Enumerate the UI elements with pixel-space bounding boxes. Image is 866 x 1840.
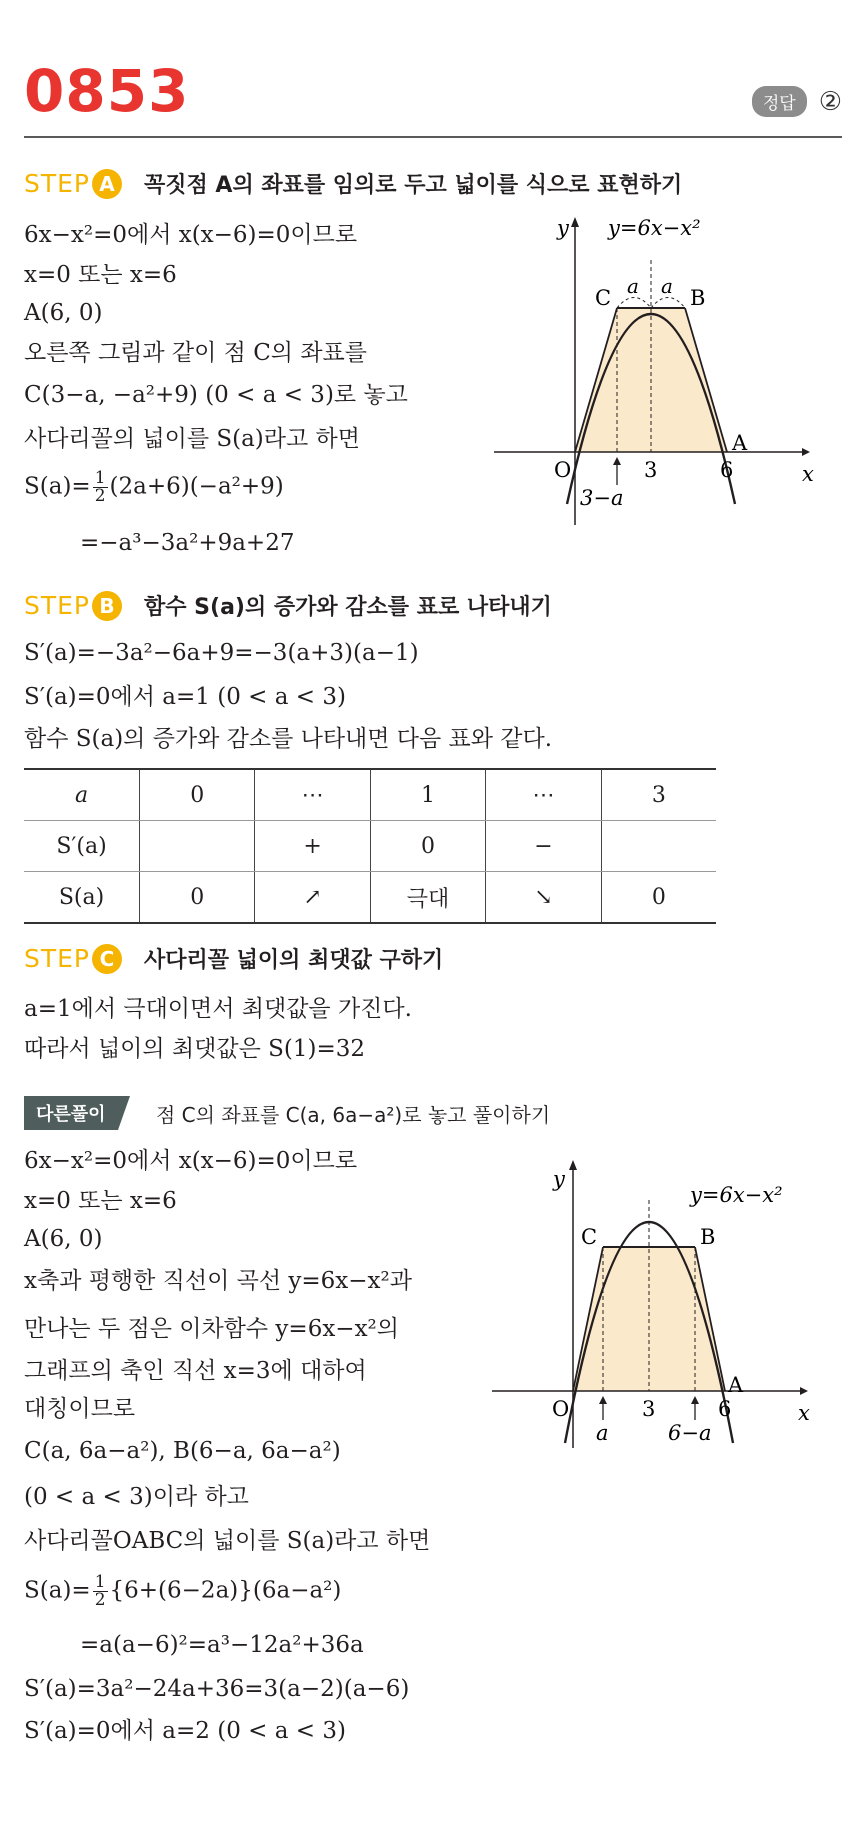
step-a-line: C(3−a, −a²+9) (0 < a < 3)로 놓고 — [24, 382, 408, 408]
table-cell: ⋯ — [255, 770, 370, 821]
a-right-label: a — [661, 274, 673, 298]
alt-line: 6x−x²=0에서 x(x−6)=0이므로 — [24, 1148, 358, 1174]
origin-label: O — [554, 458, 572, 482]
arc-right — [651, 298, 685, 309]
fraction-half — [93, 470, 108, 505]
parabola-graph-2 — [478, 1148, 818, 1458]
tick-3: 3 — [642, 1397, 656, 1421]
curve-label: y=6x−x² — [608, 216, 701, 240]
x-axis-arrow — [802, 448, 810, 456]
step-a-line: x=0 또는 x=6 — [24, 262, 177, 288]
frac-den: 2 — [94, 1590, 106, 1610]
alt-badge-tail — [118, 1096, 130, 1130]
point-b-label: B — [690, 286, 706, 310]
table-cell — [601, 821, 716, 872]
alt-badge-label: 다른풀이 — [24, 1096, 118, 1130]
y-label: y — [557, 216, 569, 240]
y-label: y — [553, 1167, 565, 1191]
x-label: x — [802, 462, 814, 486]
step-c-line: a=1에서 극대이면서 최댓값을 가진다. — [24, 996, 412, 1022]
table-cell: 0 — [140, 770, 255, 821]
step-b-line: S′(a)=0에서 a=1 (0 < a < 3) — [24, 684, 346, 710]
table-cell: ↗ — [255, 872, 370, 924]
a-left-label: a — [627, 274, 639, 298]
table-cell: ↘ — [486, 872, 601, 924]
origin-label: O — [552, 1397, 570, 1421]
formula-rhs: {6+(6−2a)}(6a−a²) — [109, 1577, 342, 1604]
table-cell: 1 — [370, 770, 485, 821]
step-b-line: 함수 S(a)의 증가와 감소를 나타내면 다음 표와 같다. — [24, 726, 553, 752]
table-cell: − — [486, 821, 601, 872]
step-a-title: 꼭짓점 A의 좌표를 임의로 두고 넓이를 식으로 표현하기 — [144, 173, 683, 198]
y-axis-arrow — [571, 217, 579, 227]
point-a-label: A — [728, 1373, 744, 1397]
table-row — [24, 770, 716, 821]
point-c-label: C — [581, 1225, 598, 1249]
x-axis-arrow — [800, 1387, 808, 1395]
alt-formula-4: S′(a)=0에서 a=2 (0 < a < 3) — [24, 1718, 346, 1744]
step-b-line: S′(a)=−3a²−6a+9=−3(a+3)(a−1) — [24, 640, 419, 666]
step-c-letter: C — [92, 944, 122, 974]
table-cell: 극대 — [370, 872, 485, 924]
curve-label: y=6x−x² — [690, 1183, 783, 1207]
table-cell: S(a) — [24, 872, 140, 924]
step-a-line: 오른쪽 그림과 같이 점 C의 좌표를 — [24, 340, 367, 366]
step-a-formula-2: =−a³−3a²+9a+27 — [80, 530, 295, 556]
frac-num: 1 — [94, 1572, 106, 1592]
tick-6: 6 — [718, 1397, 732, 1421]
header-divider — [24, 136, 842, 138]
table-cell: 0 — [370, 821, 485, 872]
table-cell: 0 — [140, 872, 255, 924]
frac-den: 2 — [94, 486, 106, 506]
step-word: STEP — [24, 591, 91, 620]
alt-line: (0 < a < 3)이라 하고 — [24, 1484, 249, 1510]
step-word: STEP — [24, 169, 91, 198]
arrow-6-a-label: 6−a — [668, 1421, 712, 1445]
fraction-half — [93, 1574, 108, 1609]
step-b-heading — [24, 590, 552, 621]
table-cell — [140, 821, 255, 872]
answer-badge: 정답 — [752, 86, 807, 117]
point-a-label: A — [732, 431, 748, 455]
tick-6: 6 — [720, 458, 734, 482]
alt-line: 만나는 두 점은 이차함수 y=6x−x²의 — [24, 1316, 399, 1342]
step-b-letter: B — [92, 591, 122, 621]
increase-decrease-table — [24, 770, 716, 924]
table-row — [24, 821, 716, 872]
y-axis-arrow — [569, 1160, 577, 1170]
arrow-head-6a — [691, 1396, 699, 1404]
answer-value: ② — [818, 86, 842, 117]
alt-formula-2: =a(a−6)²=a³−12a²+36a — [80, 1632, 364, 1658]
alt-line: 대칭이므로 — [24, 1396, 136, 1422]
alt-line: 그래프의 축인 직선 x=3에 대하여 — [24, 1358, 367, 1384]
step-a-line: 6x−x²=0에서 x(x−6)=0이므로 — [24, 222, 358, 248]
table-cell: a — [24, 770, 140, 821]
arrow-head-a — [599, 1396, 607, 1404]
formula-rhs: (2a+6)(−a²+9) — [109, 473, 284, 500]
alt-title: 점 C의 좌표를 C(a, 6a−a²)로 놓고 풀이하기 — [156, 1103, 551, 1127]
step-a-heading — [24, 168, 682, 199]
alt-line: A(6, 0) — [24, 1226, 103, 1252]
step-a-letter: A — [92, 169, 122, 199]
parabola-graph-1 — [480, 205, 820, 535]
arrow-3-a-label: 3−a — [580, 486, 624, 510]
table-cell: S′(a) — [24, 821, 140, 872]
table-cell: + — [255, 821, 370, 872]
table-cell: 3 — [601, 770, 716, 821]
step-c-heading — [24, 943, 443, 974]
step-a-formula — [24, 470, 284, 505]
table-row — [24, 872, 716, 924]
step-c-title: 사다리꼴 넓이의 최댓값 구하기 — [144, 948, 444, 973]
table-cell: 0 — [601, 872, 716, 924]
point-c-label: C — [595, 286, 612, 310]
step-c-line: 따라서 넓이의 최댓값은 S(1)=32 — [24, 1036, 365, 1062]
alt-solution-badge — [24, 1096, 130, 1130]
alt-formula — [24, 1574, 341, 1609]
step-word: STEP — [24, 944, 91, 973]
table-cell: ⋯ — [486, 770, 601, 821]
arrow-a-label: a — [596, 1421, 609, 1445]
step-a-line: 사다리꼴의 넓이를 S(a)라고 하면 — [24, 426, 360, 452]
alt-line: C(a, 6a−a²), B(6−a, 6a−a²) — [24, 1438, 341, 1464]
alt-line: x축과 평행한 직선이 곡선 y=6x−x²과 — [24, 1268, 412, 1294]
alt-line: x=0 또는 x=6 — [24, 1188, 177, 1214]
arrow-head — [613, 457, 621, 465]
frac-num: 1 — [94, 468, 106, 488]
step-a-line: A(6, 0) — [24, 300, 103, 326]
alt-formula-3: S′(a)=3a²−24a+36=3(a−2)(a−6) — [24, 1676, 410, 1702]
tick-3: 3 — [644, 458, 658, 482]
problem-number: 0853 — [24, 57, 190, 125]
formula-lhs: S(a)= — [24, 473, 91, 500]
answer-area — [752, 86, 842, 117]
formula-lhs: S(a)= — [24, 1577, 91, 1604]
step-b-title: 함수 S(a)의 증가와 감소를 표로 나타내기 — [144, 595, 552, 620]
arc-left — [617, 298, 651, 309]
point-b-label: B — [700, 1225, 716, 1249]
x-label: x — [798, 1401, 810, 1425]
alt-line: 사다리꼴OABC의 넓이를 S(a)라고 하면 — [24, 1528, 431, 1554]
